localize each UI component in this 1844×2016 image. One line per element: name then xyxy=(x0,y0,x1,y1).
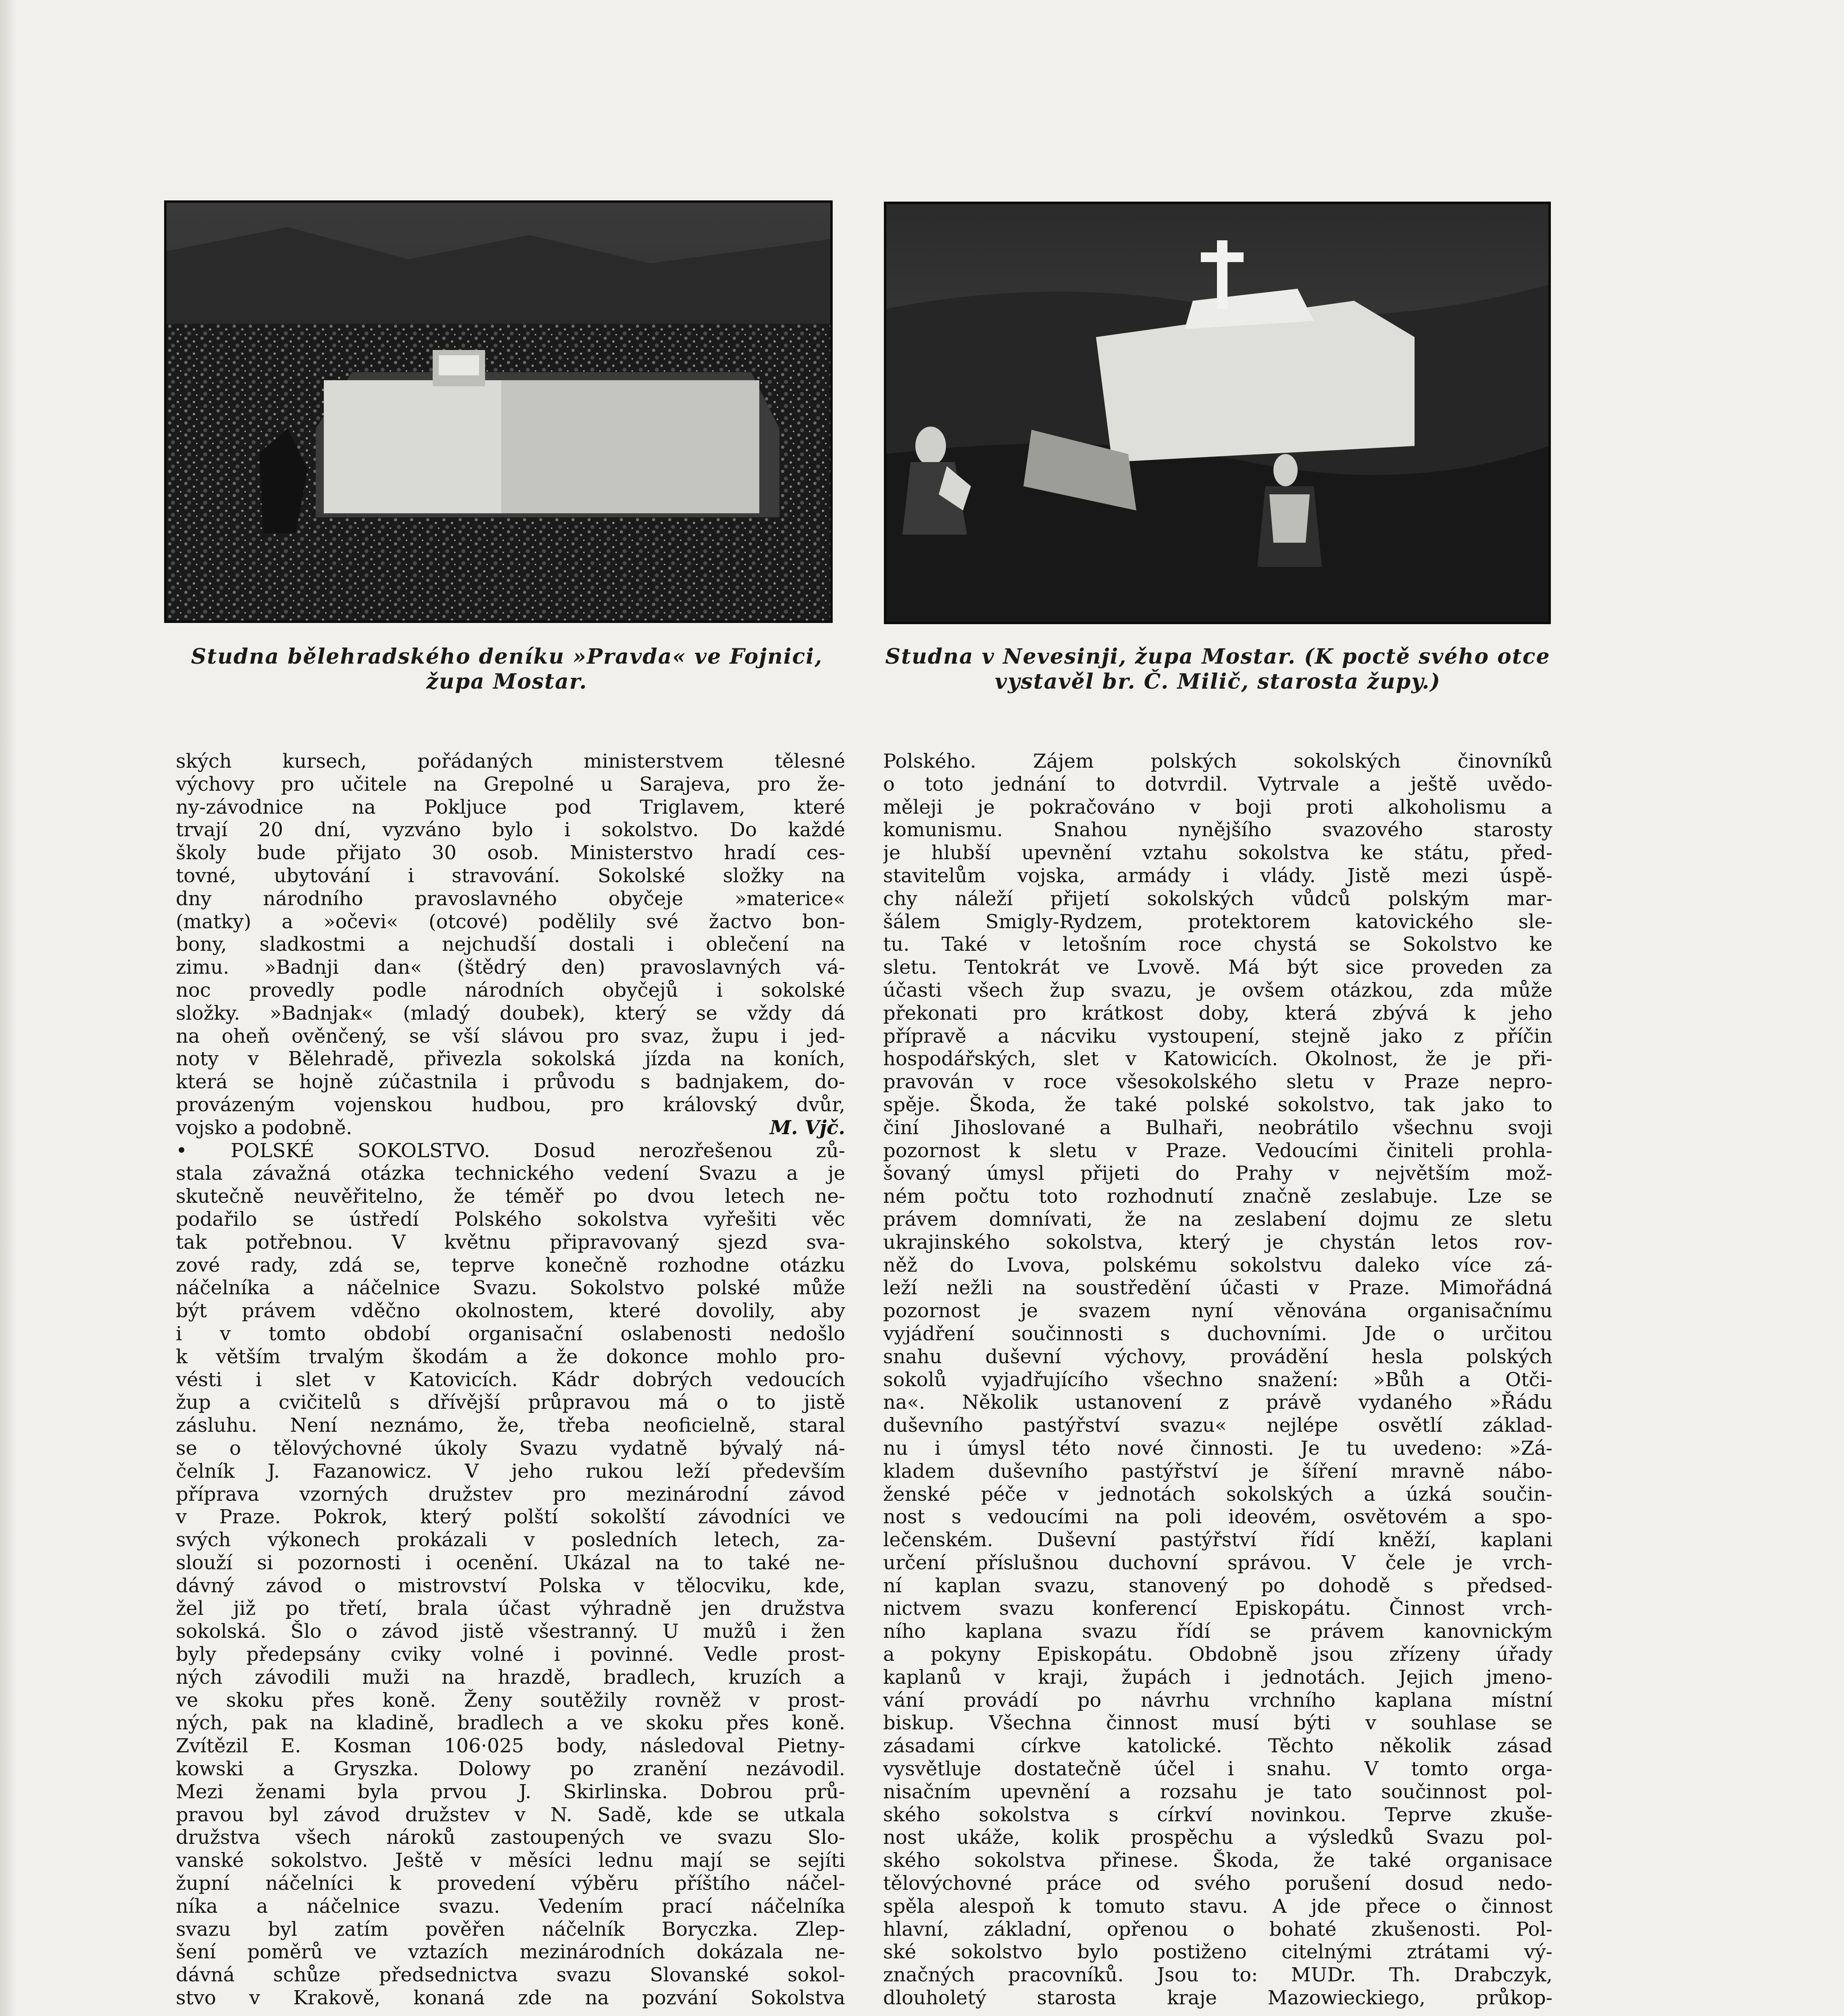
text-line: noc provedly podle národních obyčejů i sokolské xyxy=(176,979,845,1002)
text-line: dlouholetý starosta kraje Mazowieckiego, průkop- xyxy=(883,1987,1552,2010)
text-line: právem domnívati, že na zeslabení dojmu ze sletu xyxy=(883,1208,1552,1231)
text-line: překonati pro krátkost doby, která zbývá k jeho xyxy=(883,1002,1552,1025)
author-signature: M. Vjč. xyxy=(769,1116,845,1139)
text-line: skutečně neuvěřitelno, že téměř po dvou letech ne- xyxy=(176,1185,845,1208)
text-line: nost s vedoucími na poli ideovém, osvětovém a spo- xyxy=(883,1506,1552,1529)
photo-well-nevesinje xyxy=(884,202,1551,624)
text-line: ní kaplan svazu, stanovený po dohodě s předsed- xyxy=(883,1574,1552,1597)
text-line: lečenském. Duševní pastýřství řídí kněží, kaplani xyxy=(883,1529,1552,1552)
text-line: tovné, ubytování i stravování. Sokolské složky na xyxy=(176,864,845,887)
text-line: leží nežli na soustředění účasti v Praze. Mimořádná xyxy=(883,1277,1552,1300)
text-line: na«. Několik ustanovení z právě vydaného »Řádu xyxy=(883,1391,1552,1414)
text-line: šálem Smigly-Rydzem, protektorem katovického sle- xyxy=(883,910,1552,933)
text-line: ského sokolstva s církví novinkou. Teprve zkuše- xyxy=(883,1803,1552,1826)
text-line: pravován v roce všesokolského sletu v Praze nepro- xyxy=(883,1070,1552,1093)
text-line: i v tomto období organisační oslabenosti nedošlo xyxy=(176,1322,845,1345)
text-line: ném počtu toto rozhodnutí značně zeslabuje. Lze se xyxy=(883,1185,1552,1208)
text-line: vésti i slet v Katovicích. Kádr dobrých vedoucích xyxy=(176,1368,845,1391)
text-line: Mezi ženami byla prvou J. Skirlinska. Dobrou prů- xyxy=(176,1780,845,1803)
text-line: tělovýchovné práce od svého porušení dosud nedo- xyxy=(883,1872,1552,1895)
text-line: tak potřebnou. V květnu připravovaný sjezd sva- xyxy=(176,1231,845,1254)
text-line: ny-závodnice na Pokljuce pod Triglavem, které xyxy=(176,796,845,818)
text-line: určení příslušnou duchovní správou. V čele je vrch- xyxy=(883,1551,1552,1574)
text-line: nost ukáže, kolik prospěchu a výsledků Svazu pol- xyxy=(883,1826,1552,1849)
text-line: hlavní, základní, opřenou o bohaté zkušenosti. Pol- xyxy=(883,1918,1552,1941)
text-line: biskup. Všechna činnost musí býti v souhlase se xyxy=(883,1712,1552,1735)
text-line: značných pracovníků. Jsou to: MUDr. Th. Drabczyk, xyxy=(883,1964,1552,1987)
text-line: vysvětluje dostatečně účel i snahu. V tomto orga- xyxy=(883,1758,1552,1781)
text-line: žel již po třetí, brala účast výhradně jen družstva xyxy=(176,1597,845,1620)
text-line: je hlubší upevnění vztahu sokolstva ke státu, před- xyxy=(883,841,1552,864)
text-line: sokolská. Šlo o závod jistě všestranný. U mužů i žen xyxy=(176,1620,845,1643)
text-line: ské sokolstvo bylo postiženo citelnými ztrátami vý- xyxy=(883,1941,1552,1964)
text-line: níka a náčelnice svazu. Vedením prací náčelníka xyxy=(176,1895,845,1918)
text-line: pravou byl závod družstev v N. Sadě, kde se utkala xyxy=(176,1803,845,1826)
text-line: sokolů vyjadřujícího všechno snažení: »Bůh a Otči- xyxy=(883,1368,1552,1391)
text-line: kaplanů v kraji, župách i jednotách. Jejich jmeno- xyxy=(883,1666,1552,1689)
text-line: zásadami církve katolické. Těchto několik zásad xyxy=(883,1735,1552,1758)
text-line: ných, pak na kladině, bradlech a ve skoku přes koně. xyxy=(176,1712,845,1735)
text-line: stvo v Krakově, konaná zde na pozvání Sokolstva xyxy=(176,1987,845,2010)
text-line: šovaný úmysl přijeti do Prahy v největším mož- xyxy=(883,1162,1552,1185)
text-line: slouží si pozornosti i ocenění. Ukázal na to také ne- xyxy=(176,1551,845,1574)
text-line: školy bude přijato 30 osob. Ministerstvo hradí ces- xyxy=(176,841,845,864)
text-line: svých výkonech prokázali v posledních letech, za- xyxy=(176,1529,845,1552)
text-line: snahu duševní výchovy, provádění hesla polských xyxy=(883,1345,1552,1368)
text-line: ukrajinského sokolstva, který je chystán letos rov- xyxy=(883,1231,1552,1254)
text-line: ských kursech, pořádaných ministerstvem tělesné xyxy=(176,750,845,773)
article-column-left xyxy=(176,750,845,2010)
text-line: žup a cvičitelů s dřívější průpravou má o to jistě xyxy=(176,1391,845,1414)
text-line: šení poměrů ve vztazích mezinárodních dokázala ne- xyxy=(176,1941,845,1964)
text-line: dny národního pravoslavného obyčeje »materice« xyxy=(176,887,845,910)
text-line: ského sokolstva přinese. Škoda, že také organisace xyxy=(883,1849,1552,1872)
text-line: ženské péče v jednotách sokolských a úzká součin- xyxy=(883,1483,1552,1506)
text-line: která se hojně zúčastnila i průvodu s badnjakem, do- xyxy=(176,1070,845,1093)
text-line: chy náleží přijetí sokolských vůdců polským mar- xyxy=(883,887,1552,910)
text-line: ve skoku přes koně. Ženy soutěžily rovněž v prost- xyxy=(176,1689,845,1712)
text-line: vyjádření součinnosti s duchovními. Jde o určitou xyxy=(883,1322,1552,1345)
text-line: ního kaplana svazu řídí se právem kanovnickým xyxy=(883,1620,1552,1643)
text-line: stavitelům vojska, armády i vlády. Jistě mezi úspě- xyxy=(883,864,1552,887)
text-line: nisačním upevnění a rozsahu je tato součinnost pol- xyxy=(883,1780,1552,1803)
text-line: zové rady, zdá se, teprve konečně rozhodne otázku xyxy=(176,1254,845,1277)
text-line: o toto jednání to dotvrdil. Vytrvale a ještě uvědo- xyxy=(883,773,1552,796)
photo-well-nevesinje-image xyxy=(886,204,1548,622)
text-line: komunismu. Snahou nynějšího svazového starosty xyxy=(883,818,1552,841)
text-line: byly předepsány cviky volné i povinné. Vedle prost- xyxy=(176,1643,845,1666)
text-line: kowski a Gryszka. Dolowy po zranění nezávodil. xyxy=(176,1758,845,1781)
text-line: v Praze. Pokrok, který polští sokolští závodníci ve xyxy=(176,1506,845,1529)
text-line: duševního pastýřství svazu« nejlépe osvětlí základ- xyxy=(883,1414,1552,1437)
text-line-content: vojsko a podobně. xyxy=(176,1116,352,1139)
text-line: k větším trvalým škodám a že dokonce mohlo pro- xyxy=(176,1345,845,1368)
text-line: měleji je pokračováno v boji proti alkoholismu a xyxy=(883,796,1552,818)
text-line: být právem vděčno okolnostem, které dovolily, aby xyxy=(176,1300,845,1322)
text-line: Zvítězil E. Kosman 106·025 body, následoval Pietny- xyxy=(176,1735,845,1758)
text-line: dávná schůze předsednictva svazu Slovanské sokol- xyxy=(176,1964,845,1987)
text-line: • POLSKÉ SOKOLSTVO. Dosud nerozřešenou zů- xyxy=(176,1139,845,1162)
text-line: ných závodili muži na hrazdě, bradlech, kruzích a xyxy=(176,1666,845,1689)
caption-left: Studna bělehradského deníku »Pravda« ve Fojnici, župa Mostar. xyxy=(191,644,823,694)
text-line: se o tělovýchovné úkoly Svazu vydatně bývalý ná- xyxy=(176,1437,845,1460)
text-line: bony, sladkostmi a nejchudší dostali i oblečení na xyxy=(176,933,845,956)
text-line: na oheň ověnčený, se vší slávou pro svaz, župu i jed- xyxy=(176,1025,845,1048)
text-line: Polského. Zájem polských sokolských činovníků xyxy=(883,750,1552,773)
text-line: spěla alespoň k tomuto stavu. A jde přece o činnost xyxy=(883,1895,1552,1918)
caption-right: Studna v Nevesinji, župa Mostar. (K poctě svého otce vystavěl br. Č. Milič, starosta župy.) xyxy=(885,644,1550,694)
text-line: složky. »Badnjak« (mladý doubek), který se vždy dá xyxy=(176,1002,845,1025)
text-line: družstva všech nároků zastoupených ve svazu Slo- xyxy=(176,1826,845,1849)
text-line: vanské sokolstvo. Ještě v měsíci lednu mají se sejíti xyxy=(176,1849,845,1872)
text-line: spěje. Škoda, že také polské sokolstvo, tak jako to xyxy=(883,1093,1552,1116)
text-line: účasti všech žup svazu, je ovšem otázkou, zda může xyxy=(883,979,1552,1002)
text-line: náčelníka a náčelnice Svazu. Sokolstvo polské může xyxy=(176,1277,845,1300)
text-line: tu. Také v letošním roce chystá se Sokolstvo ke xyxy=(883,933,1552,956)
text-line: nu i úmysl této nové činnosti. Je tu uvedeno: »Zá- xyxy=(883,1437,1552,1460)
text-line: (matky) a »očevi« (otcové) podělily své žactvo bon- xyxy=(176,910,845,933)
text-line: vání provádí po návrhu vrchního kaplana místní xyxy=(883,1689,1552,1712)
text-line: dávný závod o mistrovství Polska v tělocviku, kde, xyxy=(176,1574,845,1597)
text-line: sletu. Tentokrát ve Lvově. Má být sice proveden za xyxy=(883,956,1552,979)
text-line: stala závažná otázka technického vedení Svazu a je xyxy=(176,1162,845,1185)
text-line: výchovy pro učitele na Grepolné u Sarajeva, pro že- xyxy=(176,773,845,796)
text-line: svazu byl zatím pověřen náčelník Boryczka. Zlep- xyxy=(176,1918,845,1941)
text-line: podařilo se ústředí Polského sokolstva vyřešiti věc xyxy=(176,1208,845,1231)
text-line: noty v Bělehradě, přivezla sokolská jízda na koních, xyxy=(176,1048,845,1070)
text-line: provázeným vojenskou hudbou, pro královský dvůr, xyxy=(176,1093,845,1116)
text-line: příprava vzorných družstev pro mezinárodní závod xyxy=(176,1483,845,1506)
text-line: kladem duševního pastýřství je šíření mravně nábo- xyxy=(883,1460,1552,1483)
text-line: čelník J. Fazanowicz. V jeho rukou leží především xyxy=(176,1460,845,1483)
text-line: trvají 20 dní, vyzváno bylo i sokolstvo. Do každé xyxy=(176,818,845,841)
text-line: zásluhu. Není neznámo, že, třeba neoficielně, staral xyxy=(176,1414,845,1437)
text-line: zimu. »Badnji dan« (štědrý den) pravoslavných vá- xyxy=(176,956,845,979)
text-line: a pokyny Episkopátu. Obdobně jsou zřízeny úřady xyxy=(883,1643,1552,1666)
article-column-right xyxy=(883,750,1552,2010)
text-line: přípravě a nácviku vystoupení, stejně jako z příčin xyxy=(883,1025,1552,1048)
page-binding-edge xyxy=(0,0,16,2016)
text-line: pozornost je svazem nyní věnována organisačnímu xyxy=(883,1300,1552,1322)
text-line: župní náčelníci k provedení výběru příštího náčel- xyxy=(176,1872,845,1895)
text-line: pozornost k sletu v Praze. Vedoucími činiteli prohla- xyxy=(883,1139,1552,1162)
text-line xyxy=(176,1116,845,1139)
photo-well-fojnica xyxy=(164,200,833,623)
text-line: něž do Lvova, polskému sokolstvu daleko více zá- xyxy=(883,1254,1552,1277)
text-line: nictvem svazu konferencí Episkopátu. Činnost vrch- xyxy=(883,1597,1552,1620)
text-line: činí Jihoslované a Bulhaři, neobrátilo všechnu svoji xyxy=(883,1116,1552,1139)
text-line: hospodářských, slet v Katowicích. Okolnost, že je při- xyxy=(883,1048,1552,1070)
photo-well-fojnica-image xyxy=(167,203,830,621)
